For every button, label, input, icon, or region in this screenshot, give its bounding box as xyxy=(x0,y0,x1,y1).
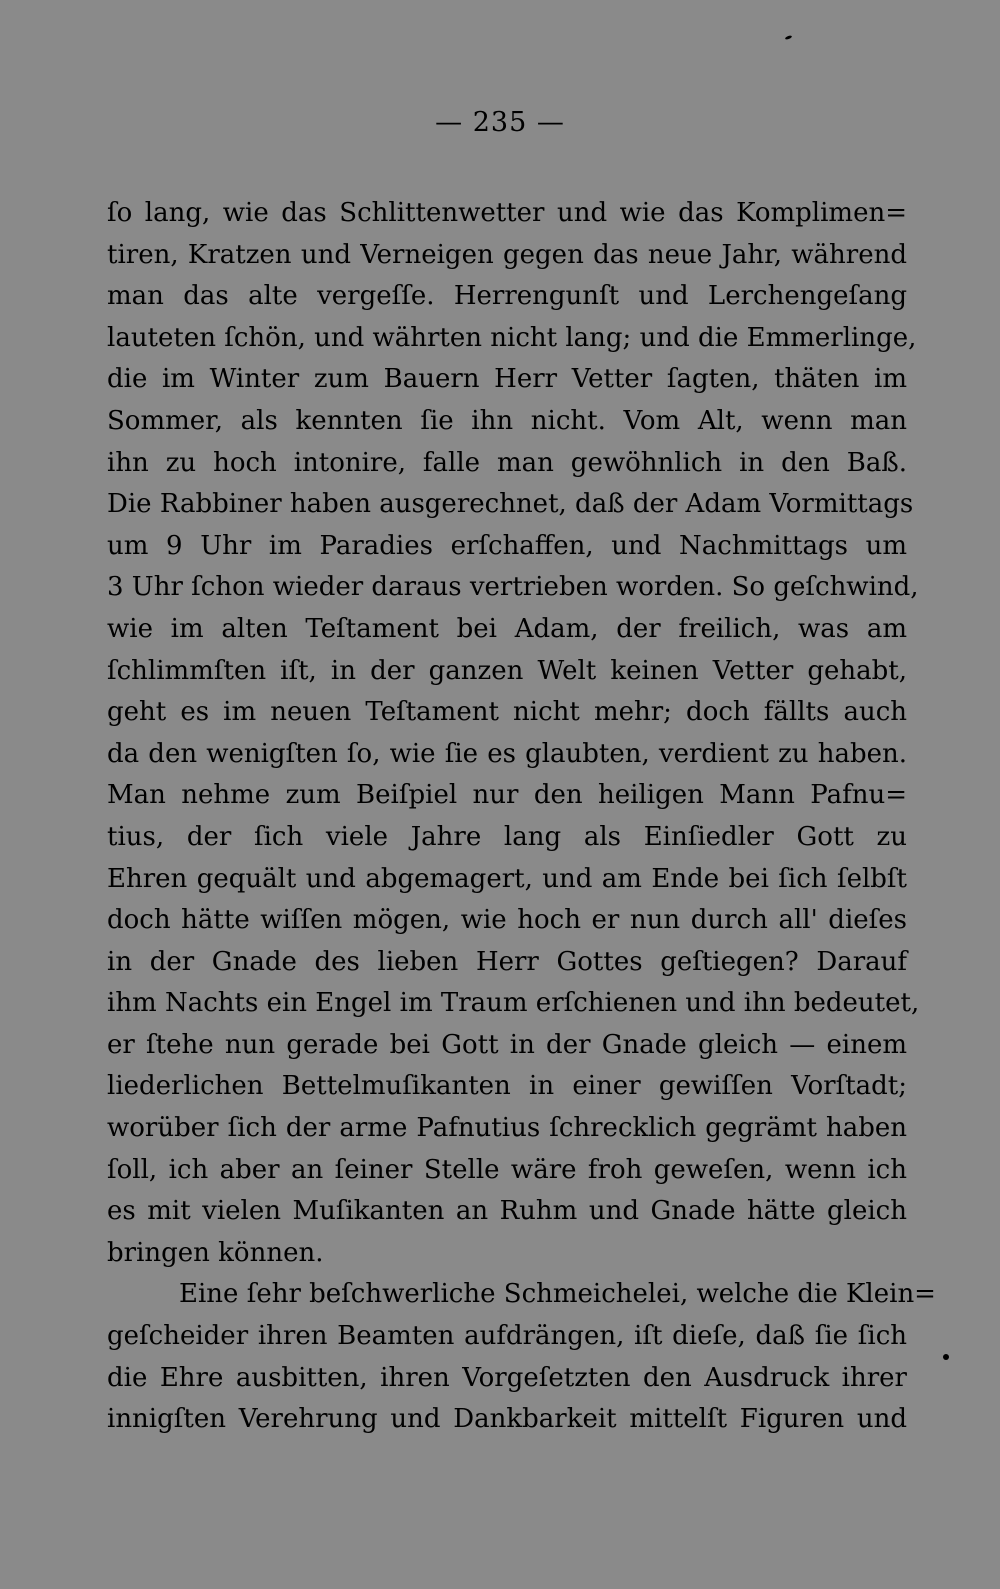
text-line: ihm Nachts ein Engel im Traum erſchienen und ihn bedeutet, xyxy=(107,988,920,1019)
ink-speck xyxy=(943,1354,949,1360)
text-line: Eine ſehr beſchwerliche Schmeichelei, welche die Klein= xyxy=(179,1279,936,1310)
text-line: um 9 Uhr im Paradies erſchaffen, und Nachmittags um xyxy=(107,530,907,561)
text-line: man das alte vergeſſe. Herrengunſt und Lerchengeſang xyxy=(107,281,907,312)
text-line: die im Winter zum Bauern Herr Vetter ſagten, thäten im xyxy=(107,364,907,395)
text-line: ſo lang, wie das Schlittenwetter und wie das Komplimen= xyxy=(107,198,907,228)
text-line: die Ehre ausbitten, ihren Vorgeſetzten den Ausdruck ihrer xyxy=(107,1362,907,1393)
text-line: wie im alten Teſtament bei Adam, der freilich, was am xyxy=(107,613,907,644)
text-line: in der Gnade des lieben Herr Gottes geſtiegen? Darauf xyxy=(107,946,907,977)
paragraph-1 xyxy=(107,193,920,1274)
text-line: Man nehme zum Beiſpiel nur den heiligen Mann Pafnu= xyxy=(107,780,907,811)
text-line: ſoll, ich aber an ſeiner Stelle wäre froh geweſen, wenn ich xyxy=(107,1154,907,1185)
text-line: liederlichen Bettelmuſikanten in einer gewiſſen Vorſtadt; xyxy=(107,1071,907,1102)
text-line: doch hätte wiſſen mögen, wie hoch er nun durch all' dieſes xyxy=(107,905,907,936)
page-number: — 235 — xyxy=(435,107,565,138)
text-line: Die Rabbiner haben ausgerechnet, daß der Adam Vormittags xyxy=(107,489,914,520)
text-line: 3 Uhr ſchon wieder daraus vertrieben worden. So geſchwind, xyxy=(107,572,919,603)
text-line: ſchlimmſten iſt, in der ganzen Welt keinen Vetter gehabt, xyxy=(107,655,907,686)
text-line: lauteten ſchön, und währten nicht lang; und die Emmerlinge, xyxy=(107,322,917,353)
text-line: er ſtehe nun gerade bei Gott in der Gnade gleich — einem xyxy=(107,1029,907,1060)
ink-speck xyxy=(785,35,793,40)
text-line: tius, der ſich viele Jahre lang als Einſiedler Gott zu xyxy=(107,821,907,852)
text-line: geht es im neuen Teſtament nicht mehr; doch fällts auch xyxy=(107,697,907,728)
text-line: es mit vielen Muſikanten an Ruhm und Gnade hätte gleich xyxy=(107,1196,907,1227)
text-line: innigſten Verehrung und Dankbarkeit mittelſt Figuren und xyxy=(107,1404,907,1435)
paragraph-2 xyxy=(107,1274,936,1440)
text-line: ihn zu hoch intonire, falle man gewöhnlich in den Baß. xyxy=(107,447,907,478)
text-line: da den wenigſten ſo, wie ſie es glaubten, verdient zu haben. xyxy=(107,738,907,769)
text-line: Sommer, als kennten ſie ihn nicht. Vom Alt, wenn man xyxy=(107,405,907,436)
text-line: bringen können. xyxy=(107,1237,324,1268)
text-line: Ehren gequält und abgemagert, und am Ende bei ſich ſelbſt xyxy=(107,863,907,894)
text-line: tiren, Kratzen und Verneigen gegen das neue Jahr, während xyxy=(107,239,907,270)
text-line: geſcheider ihren Beamten aufdrängen, iſt dieſe, daß ſie ſich xyxy=(107,1321,907,1352)
body-text xyxy=(107,193,936,1441)
text-line: worüber ſich der arme Pafnutius ſchrecklich gegrämt haben xyxy=(107,1113,907,1144)
